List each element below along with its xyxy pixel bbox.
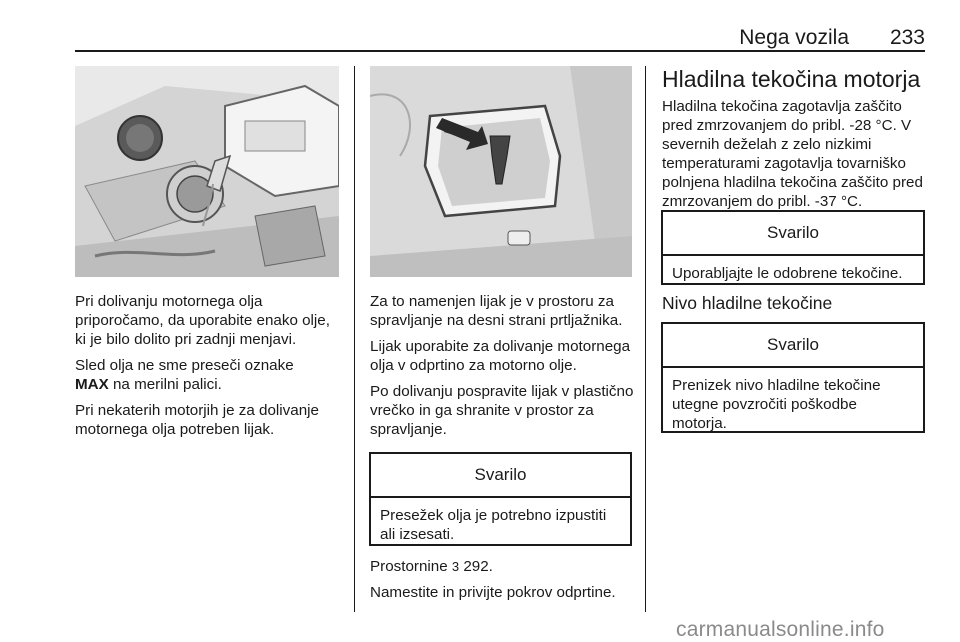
paragraph: Pri dolivanju motornega olja priporočamo, da uporabite enako olje, ki je bilo dolito pri zadnji menjavi. <box>75 293 330 348</box>
heading-coolant: Hladilna tekočina motorja <box>662 66 921 92</box>
section-title: Nega vozila <box>739 26 849 49</box>
warning-box-excess-oil <box>369 452 632 546</box>
paragraph: Po dolivanju pospravite lijak v plastično vrečko in ga shranite v prostor za spravljanje. <box>370 383 634 438</box>
text-span: 292. <box>459 558 493 575</box>
warning-box-approved-fluids <box>661 210 925 285</box>
page-number: 233 <box>889 26 925 49</box>
paragraph: Pri nekaterih motorjih je za dolivanje motornega olja potreben lijak. <box>75 402 319 438</box>
page-header <box>75 26 925 50</box>
warning-title: Svarilo <box>371 454 630 498</box>
paragraph <box>370 557 636 576</box>
text-span: na merilni palici. <box>108 376 222 393</box>
warning-text: Presežek olja je potrebno izpustiti ali izsesati. <box>380 507 607 543</box>
paragraph: Hladilna tekočina zagotavlja zaščito pred zmrzovanjem do pribl. -28 °C. V severnih deželah z zelo nizkimi temperaturami zagotavlja tovarniško polnjena hladilna tekočina zaščito pred zmrzovanjem do pribl. -37 °C. <box>662 98 923 210</box>
warning-text: Uporabljajte le odobrene tekočine. <box>672 265 903 282</box>
column-2-text-top <box>370 292 636 446</box>
engine-oil-fill-illustration <box>75 66 339 277</box>
subheading-coolant-level: Nivo hladilne tekočine <box>662 293 833 313</box>
warning-box-low-coolant <box>661 322 925 433</box>
text-span: Sled olja ne sme preseči oznake <box>75 357 294 374</box>
column-3-text <box>662 97 930 218</box>
paragraph: Za to namenjen lijak je v prostoru za spravljanje na desni strani prtljažnika. <box>370 293 623 329</box>
column-divider-1 <box>354 66 355 612</box>
warning-title: Svarilo <box>663 324 923 368</box>
warning-text: Prenizek nivo hladilne tekočine utegne povzročiti poškodbe motorja. <box>672 377 881 432</box>
max-mark: MAX <box>75 376 109 393</box>
header-rule <box>75 50 925 52</box>
funnel-storage-illustration <box>370 66 632 277</box>
paragraph: Lijak uporabite za dolivanje motornega olja v odprtino za motorno olje. <box>370 338 631 374</box>
column-divider-2 <box>645 66 646 612</box>
column-2-text-bottom <box>370 557 636 609</box>
paragraph: Namestite in privijte pokrov odprtine. <box>370 584 616 601</box>
paragraph <box>75 356 345 394</box>
warning-title: Svarilo <box>663 212 923 256</box>
watermark: carmanualsonline.info <box>676 618 885 641</box>
column-1-text <box>75 292 345 446</box>
page-reference-icon: 3 <box>451 559 460 574</box>
text-span: Prostornine <box>370 558 452 575</box>
